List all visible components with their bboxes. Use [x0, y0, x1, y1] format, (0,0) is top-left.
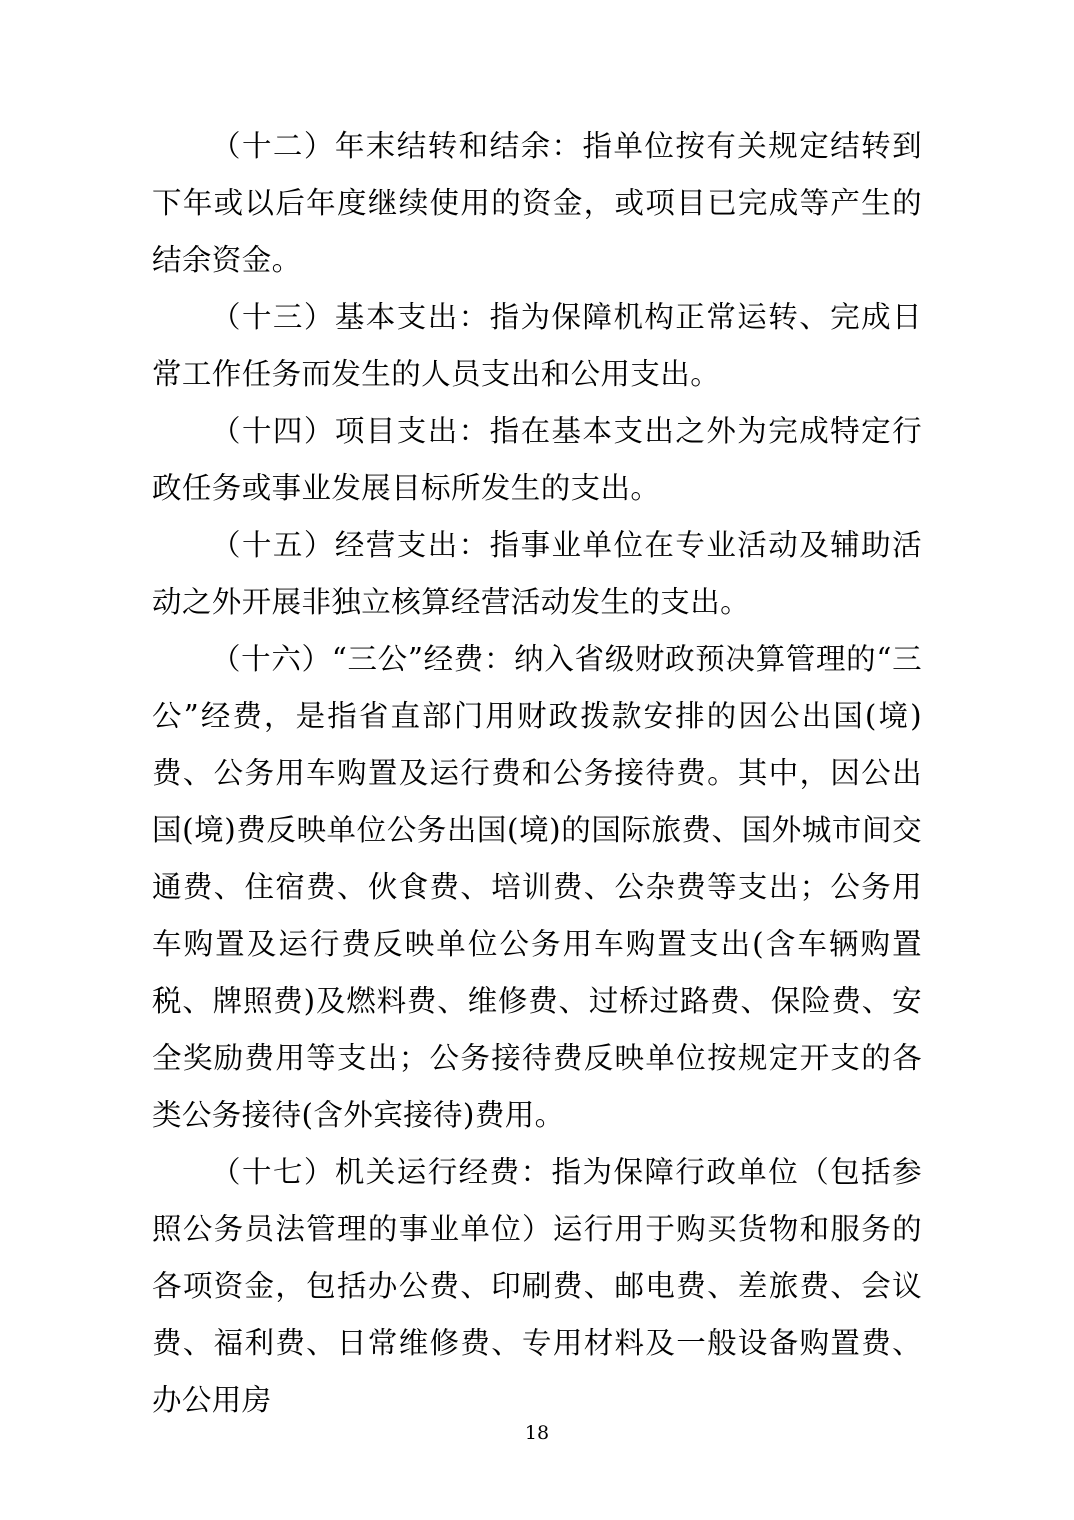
paragraph-16: （十六）“三公”经费：纳入省级财政预决算管理的“三公”经费，是指省直部门用财政拨款安排的因公出国(境)费、公务用车购置及运行费和公务接待费。其中，因公出国(境)费反映单位公务出国(境)的国际旅费、国外城市间交通费、住宿费、伙食费、培训费、公杂费等支出；公务用车购置及运行费反映单位公务用车购置支出(含车辆购置税、牌照费)及燃料费、维修费、过桥过路费、保险费、安全奖励费用等支出；公务接待费反映单位按规定开支的各类公务接待(含外宾接待)费用。 — [152, 642, 922, 1132]
paragraph-14: （十四）项目支出：指在基本支出之外为完成特定行政任务或事业发展目标所发生的支出。 — [152, 414, 922, 505]
paragraph-12: （十二）年末结转和结余：指单位按有关规定结转到下年或以后年度继续使用的资金，或项目已完成等产生的结余资金。 — [152, 129, 922, 277]
page-number: 18 — [524, 1422, 550, 1444]
paragraph-15: （十五）经营支出：指事业单位在专业活动及辅助活动之外开展非独立核算经营活动发生的支出。 — [152, 528, 922, 619]
paragraph-13: （十三）基本支出：指为保障机构正常运转、完成日常工作任务而发生的人员支出和公用支出。 — [152, 300, 922, 391]
document-body — [152, 118, 922, 1429]
paragraph-17: （十七）机关运行经费：指为保障行政单位（包括参照公务员法管理的事业单位）运行用于购买货物和服务的各项资金，包括办公费、印刷费、邮电费、差旅费、会议费、福利费、日常维修费、专用材料及一般设备购置费、办公用房 — [152, 1155, 922, 1417]
